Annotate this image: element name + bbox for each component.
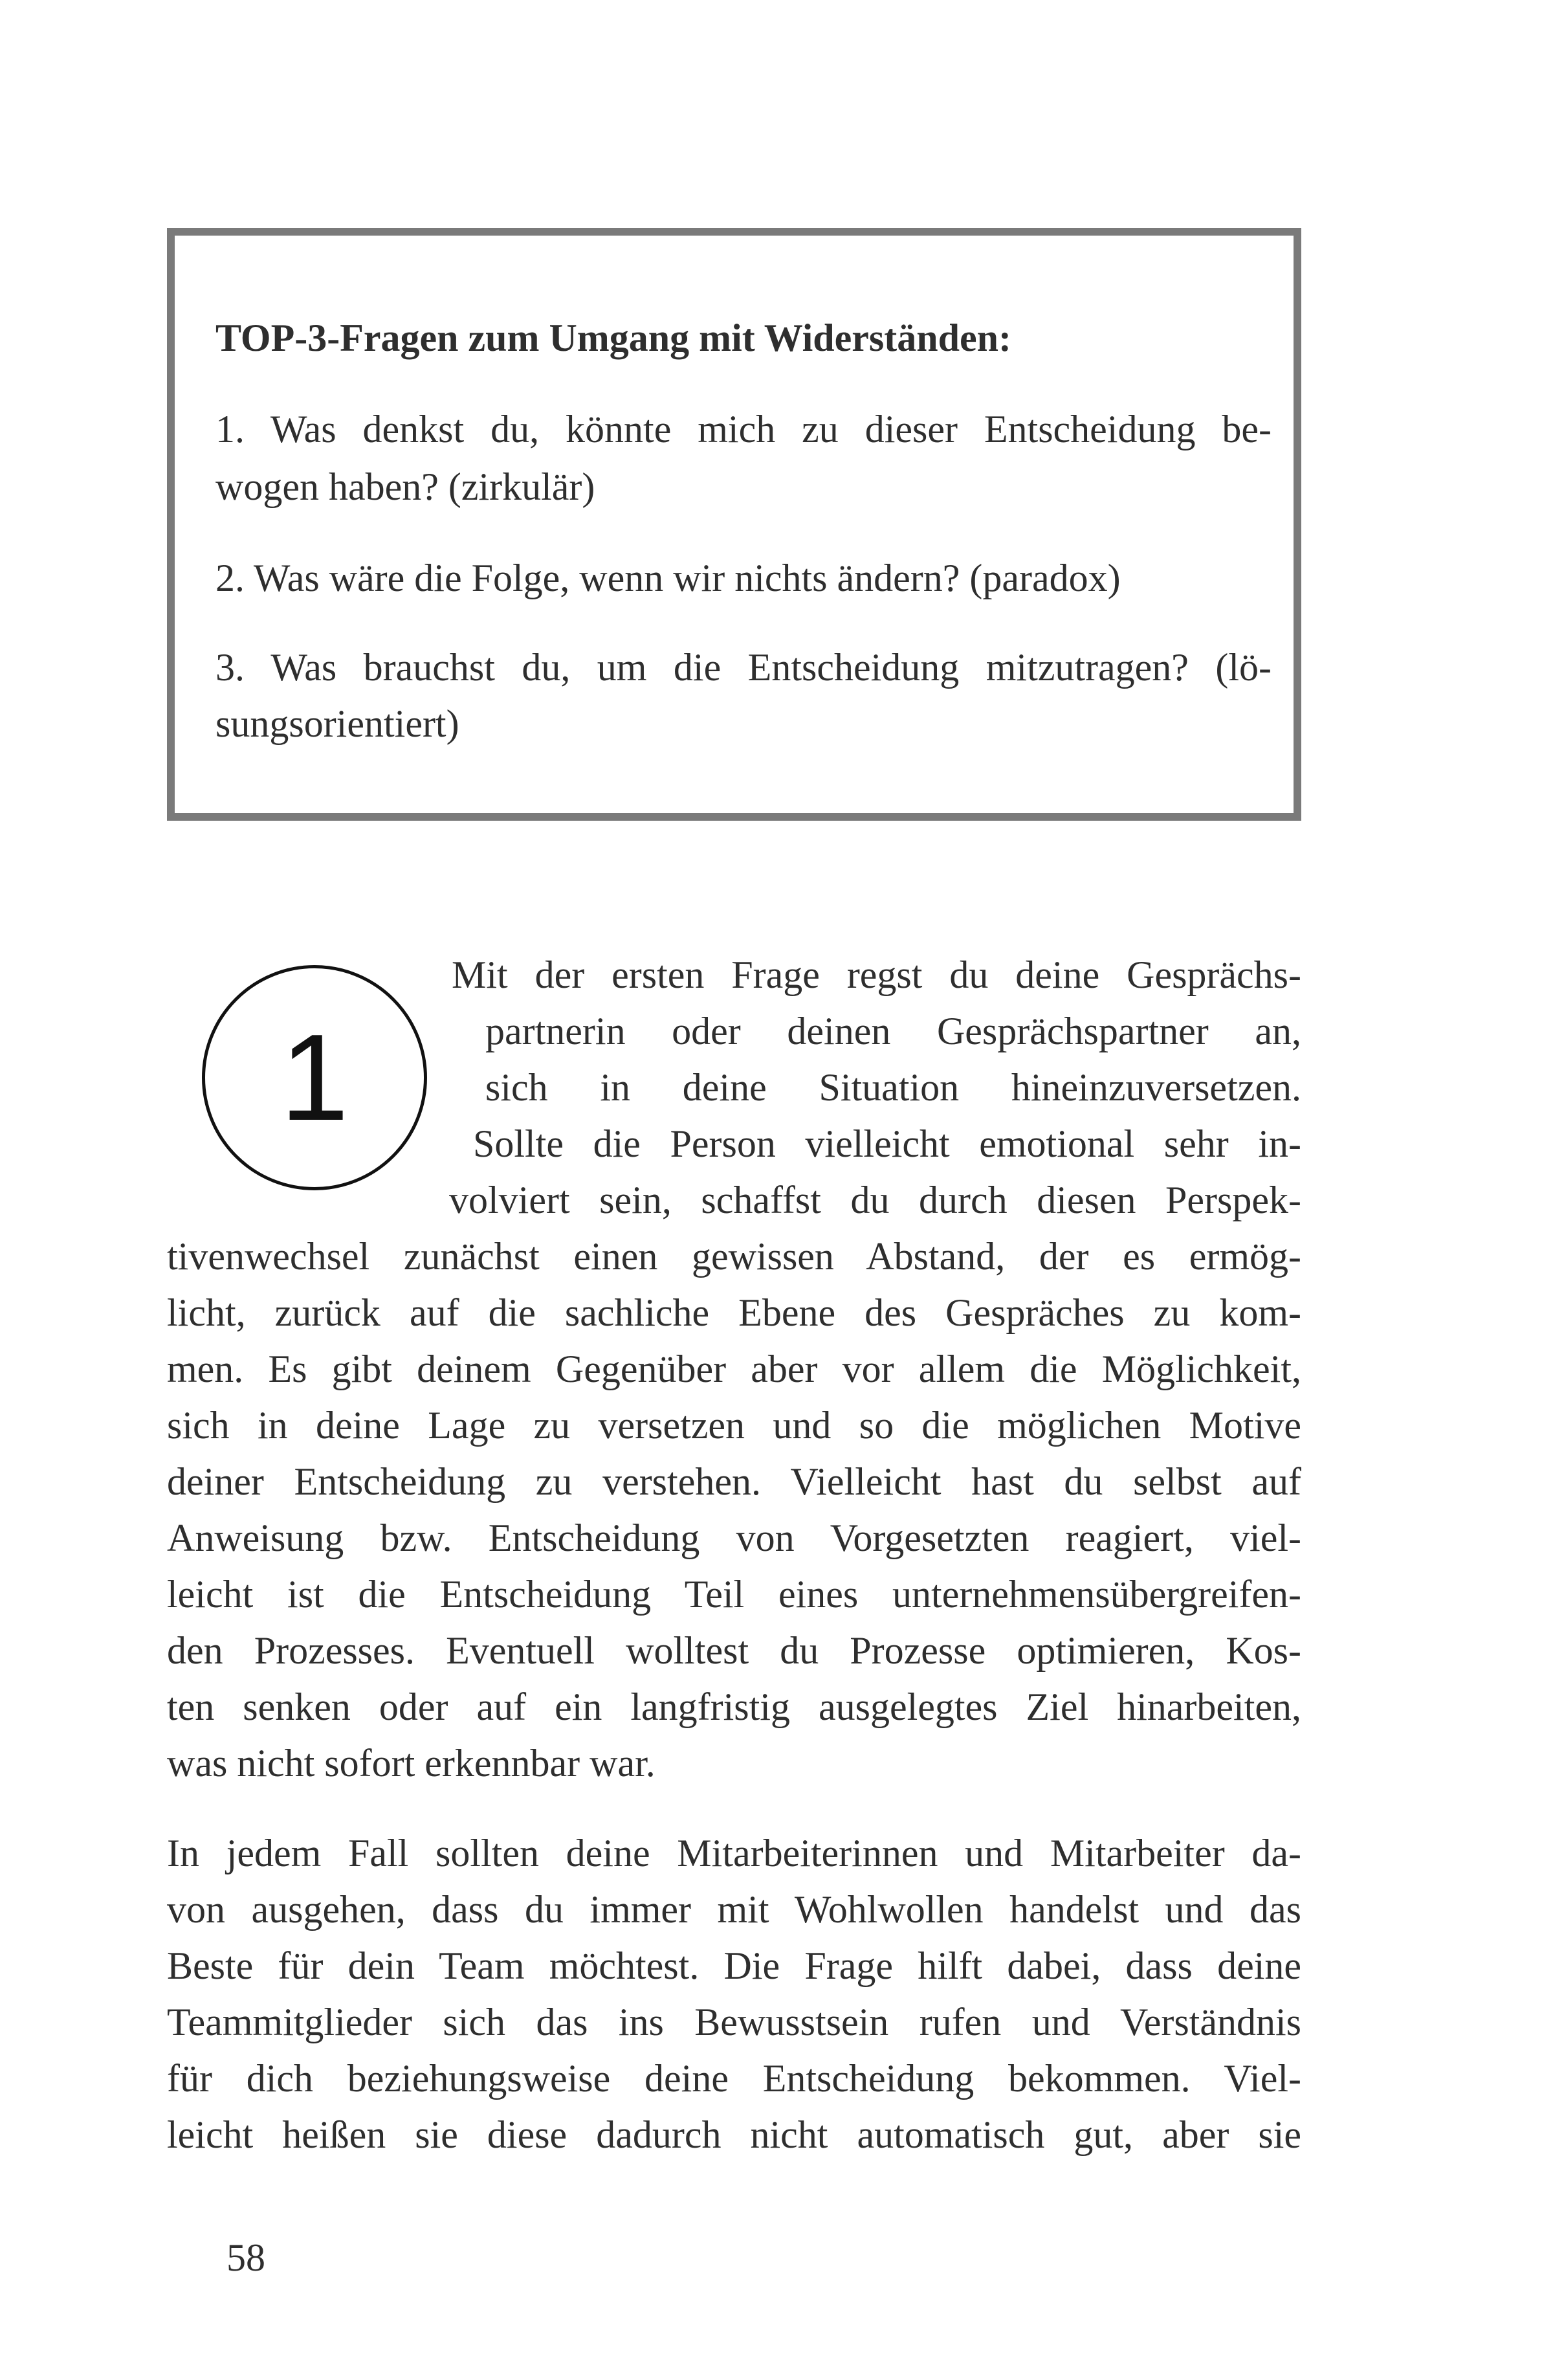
text-line: deiner Entscheidung zu verstehen. Vielleicht hast du selbst auf [167,1460,1301,1503]
text-line: leicht ist die Entscheidung Teil eines unternehmensübergreifen- [167,1573,1301,1616]
text-line: leicht heißen sie diese dadurch nicht automatisch gut, aber sie [167,2113,1301,2156]
top-questions-box [167,228,1301,821]
text-line: Teammitglieder sich das ins Bewusstsein rufen und Verständnis [167,2001,1301,2043]
text-line: Mit der ersten Frage regst du deine Gesprächs- [452,953,1301,996]
question-2: 2. Was wäre die Folge, wenn wir nichts ändern? (paradox) [215,557,1121,599]
text-line: für dich beziehungsweise deine Entscheidung bekommen. Viel- [167,2057,1301,2100]
text-line: licht, zurück auf die sachliche Ebene des Gespräches zu kom- [167,1291,1301,1334]
text-line: tivenwechsel zunächst einen gewissen Abstand, der es ermög- [167,1235,1301,1278]
text-line: sich in deine Lage zu versetzen und so die möglichen Motive [167,1404,1301,1447]
box-title: TOP-3-Fragen zum Umgang mit Widerständen: [215,317,1011,359]
text-line: ten senken oder auf ein langfristig ausgelegtes Ziel hinarbeiten, [167,1685,1301,1728]
text-line: was nicht sofort erkennbar war. [167,1742,655,1785]
question-3-line-1: 3. Was brauchst du, um die Entscheidung mitzutragen? (lö- [215,646,1272,689]
text-line: In jedem Fall sollten deine Mitarbeiterinnen und Mitarbeiter da- [167,1832,1301,1874]
text-line: partnerin oder deinen Gesprächspartner an, [485,1010,1301,1052]
text-line: den Prozesses. Eventuell wolltest du Prozesse optimieren, Kos- [167,1629,1301,1672]
numbered-circle-icon [202,965,427,1190]
question-1-line-2: wogen haben? (zirkulär) [215,465,595,508]
question-1-line-1: 1. Was denkst du, könnte mich zu dieser Entscheidung be- [215,408,1272,450]
text-line: Beste für dein Team möchtest. Die Frage hilft dabei, dass deine [167,1944,1301,1987]
text-line: volviert sein, schaffst du durch diesen Perspek- [449,1179,1301,1221]
drop-number: 1 [280,1009,349,1146]
page-number: 58 [226,2236,265,2279]
text-line: sich in deine Situation hineinzuversetzen. [485,1066,1301,1109]
question-3-line-2: sungsorientiert) [215,702,459,745]
text-line: men. Es gibt deinem Gegenüber aber vor allem die Möglichkeit, [167,1348,1301,1390]
text-line: Anweisung bzw. Entscheidung von Vorgesetzten reagiert, viel- [167,1517,1301,1559]
text-line: Sollte die Person vielleicht emotional sehr in- [473,1122,1301,1165]
text-line: von ausgehen, dass du immer mit Wohlwollen handelst und das [167,1888,1301,1931]
